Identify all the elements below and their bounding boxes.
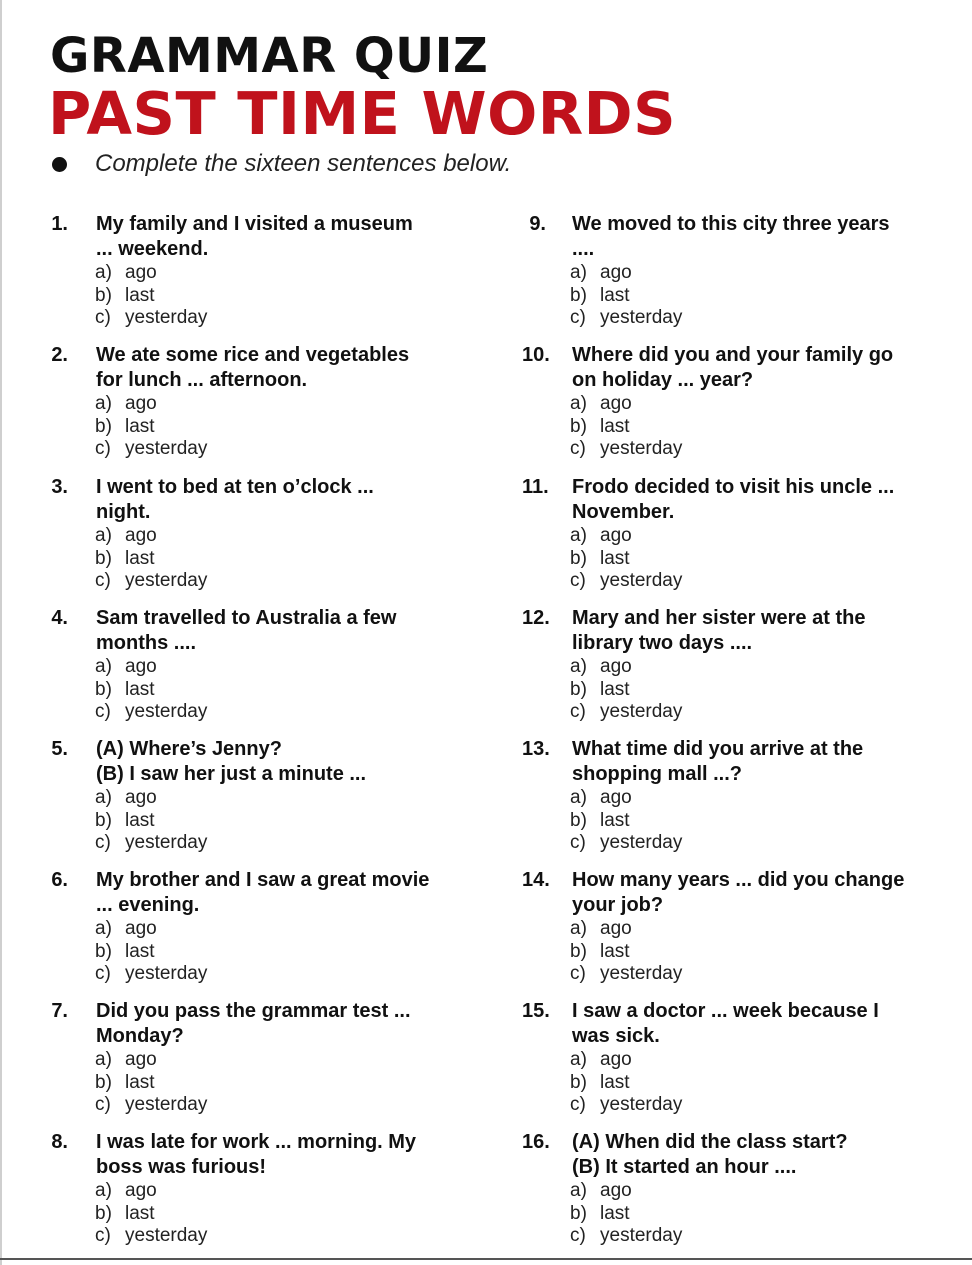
option-text: yesterday xyxy=(600,438,683,459)
answer-options xyxy=(95,525,207,593)
option-letter: a) xyxy=(570,393,587,414)
answer-option[interactable] xyxy=(570,1094,682,1117)
answer-option[interactable] xyxy=(570,656,682,679)
option-text: ago xyxy=(125,787,157,808)
option-text: last xyxy=(125,809,155,831)
option-text: yesterday xyxy=(125,307,208,328)
question-number: 4. xyxy=(51,607,68,629)
question-text: What time did you arrive at the shopping mall ...? xyxy=(572,738,864,785)
option-letter: b) xyxy=(95,1071,112,1093)
option-text: ago xyxy=(600,393,632,414)
answer-options xyxy=(95,918,207,986)
option-letter: c) xyxy=(95,570,111,591)
option-text: ago xyxy=(600,1049,632,1070)
answer-option[interactable] xyxy=(95,262,207,285)
answer-options xyxy=(95,787,207,855)
option-text: ago xyxy=(125,262,157,283)
option-letter: a) xyxy=(95,262,112,283)
option-text: ago xyxy=(125,918,157,939)
option-letter: a) xyxy=(570,1049,587,1070)
option-letter: a) xyxy=(95,918,112,939)
answer-option[interactable] xyxy=(95,832,207,855)
question-text: Did you pass the grammar test ... Monday? xyxy=(96,1000,411,1047)
option-letter: c) xyxy=(95,438,111,459)
answer-option[interactable] xyxy=(95,963,207,986)
answer-option[interactable] xyxy=(570,1225,682,1248)
option-text: last xyxy=(125,547,155,569)
option-letter: c) xyxy=(570,438,586,459)
question-number: 9. xyxy=(529,213,546,235)
option-letter: c) xyxy=(570,1094,586,1115)
answer-option[interactable] xyxy=(570,416,682,439)
question-text: I was late for work ... morning. My boss was furious! xyxy=(96,1131,417,1178)
option-text: last xyxy=(125,284,155,306)
option-text: yesterday xyxy=(600,701,683,722)
answer-option[interactable] xyxy=(95,918,207,941)
option-letter: c) xyxy=(570,701,586,722)
question-number: 15. xyxy=(522,1000,550,1022)
answer-options xyxy=(570,918,682,986)
option-letter: a) xyxy=(95,1180,112,1201)
option-letter: b) xyxy=(95,940,112,962)
quiz-subtitle: PAST TIME WORDS xyxy=(48,79,677,148)
question-number: 14. xyxy=(522,869,550,891)
answer-option[interactable] xyxy=(95,1094,207,1117)
option-text: ago xyxy=(125,656,157,677)
question-number: 8. xyxy=(51,1131,68,1153)
option-text: yesterday xyxy=(600,963,683,984)
option-letter: b) xyxy=(95,1202,112,1224)
question-text: (A) Where’s Jenny? (B) I saw her just a minute ... xyxy=(96,738,367,785)
option-text: last xyxy=(600,415,630,437)
option-text: last xyxy=(600,678,630,700)
left-page-edge xyxy=(0,0,2,1265)
question-text: My family and I visited a museum ... weekend. xyxy=(96,213,413,260)
option-letter: a) xyxy=(570,262,587,283)
option-letter: a) xyxy=(95,1049,112,1070)
answer-option[interactable] xyxy=(570,525,682,548)
answer-option[interactable] xyxy=(95,393,207,416)
option-letter: c) xyxy=(570,570,586,591)
option-text: yesterday xyxy=(125,963,208,984)
option-letter: b) xyxy=(570,284,587,306)
answer-options xyxy=(570,787,682,855)
option-text: last xyxy=(125,1202,155,1224)
answer-option[interactable] xyxy=(570,262,682,285)
option-text: yesterday xyxy=(600,570,683,591)
option-text: last xyxy=(600,1202,630,1224)
option-text: ago xyxy=(600,787,632,808)
option-text: ago xyxy=(125,393,157,414)
answer-option[interactable] xyxy=(570,548,682,571)
answer-options xyxy=(570,525,682,593)
answer-option[interactable] xyxy=(570,832,682,855)
answer-option[interactable] xyxy=(95,1049,207,1072)
question-text: Frodo decided to visit his uncle ... November. xyxy=(572,476,895,523)
answer-option[interactable] xyxy=(95,787,207,810)
answer-option[interactable] xyxy=(570,941,682,964)
option-text: last xyxy=(125,415,155,437)
option-text: yesterday xyxy=(125,1225,208,1246)
option-text: last xyxy=(125,1071,155,1093)
option-letter: b) xyxy=(95,415,112,437)
answer-option[interactable] xyxy=(95,1203,207,1226)
answer-options xyxy=(570,656,682,724)
question-text: I saw a doctor ... week because I was sick. xyxy=(572,1000,879,1047)
option-text: ago xyxy=(600,1180,632,1201)
answer-option[interactable] xyxy=(95,548,207,571)
option-letter: b) xyxy=(570,547,587,569)
answer-option[interactable] xyxy=(570,393,682,416)
answer-option[interactable] xyxy=(95,525,207,548)
answer-options xyxy=(95,393,207,461)
option-text: last xyxy=(125,678,155,700)
answer-option[interactable] xyxy=(570,963,682,986)
option-text: yesterday xyxy=(125,1094,208,1115)
option-letter: a) xyxy=(95,525,112,546)
answer-option[interactable] xyxy=(570,570,682,593)
question-number: 13. xyxy=(522,738,550,760)
answer-option[interactable] xyxy=(570,787,682,810)
question-number: 11. xyxy=(522,476,549,498)
option-letter: b) xyxy=(95,678,112,700)
option-text: yesterday xyxy=(600,832,683,853)
answer-options xyxy=(570,1049,682,1117)
answer-options xyxy=(95,1049,207,1117)
option-text: yesterday xyxy=(125,438,208,459)
question-text: (A) When did the class start? (B) It started an hour .... xyxy=(572,1131,848,1178)
option-text: last xyxy=(125,940,155,962)
option-letter: c) xyxy=(570,963,586,984)
option-letter: b) xyxy=(570,678,587,700)
option-letter: a) xyxy=(95,787,112,808)
option-letter: a) xyxy=(95,656,112,677)
option-letter: b) xyxy=(570,940,587,962)
option-text: yesterday xyxy=(125,832,208,853)
option-text: ago xyxy=(125,525,157,546)
option-text: last xyxy=(600,809,630,831)
option-text: yesterday xyxy=(600,307,683,328)
option-letter: a) xyxy=(570,918,587,939)
option-letter: a) xyxy=(570,525,587,546)
question-text: We ate some rice and vegetables for lunch ... afternoon. xyxy=(96,344,410,391)
answer-option[interactable] xyxy=(95,438,207,461)
answer-option[interactable] xyxy=(95,679,207,702)
question-number: 1. xyxy=(51,213,68,235)
option-letter: c) xyxy=(95,307,111,328)
answer-option[interactable] xyxy=(95,285,207,308)
answer-option[interactable] xyxy=(95,701,207,724)
option-text: ago xyxy=(600,918,632,939)
option-text: ago xyxy=(125,1180,157,1201)
question-number: 10. xyxy=(522,344,550,366)
option-letter: c) xyxy=(95,701,111,722)
option-text: yesterday xyxy=(125,701,208,722)
option-text: yesterday xyxy=(600,1094,683,1115)
bottom-divider xyxy=(0,1258,972,1260)
option-letter: a) xyxy=(95,393,112,414)
answer-option[interactable] xyxy=(570,285,682,308)
option-letter: b) xyxy=(570,1202,587,1224)
question-text: I went to bed at ten o’clock ... night. xyxy=(96,476,374,523)
instruction-text: Complete the sixteen sentences below. xyxy=(95,150,512,177)
answer-option[interactable] xyxy=(570,1072,682,1095)
option-text: yesterday xyxy=(600,1225,683,1246)
answer-options xyxy=(95,262,207,330)
answer-options xyxy=(570,1180,682,1248)
option-text: last xyxy=(600,1071,630,1093)
option-text: yesterday xyxy=(125,570,208,591)
option-letter: c) xyxy=(95,1094,111,1115)
answer-option[interactable] xyxy=(570,679,682,702)
answer-option[interactable] xyxy=(95,1180,207,1203)
option-letter: b) xyxy=(95,809,112,831)
answer-options xyxy=(570,393,682,461)
answer-options xyxy=(570,262,682,330)
question-text: We moved to this city three years .... xyxy=(572,213,890,260)
answer-options xyxy=(95,656,207,724)
answer-option[interactable] xyxy=(570,701,682,724)
answer-option[interactable] xyxy=(570,307,682,330)
question-number: 12. xyxy=(522,607,550,629)
answer-option[interactable] xyxy=(570,918,682,941)
answer-option[interactable] xyxy=(570,1203,682,1226)
quiz-title: GRAMMAR QUIZ xyxy=(50,28,489,84)
question-text: Sam travelled to Australia a few months .... xyxy=(96,607,397,654)
option-letter: c) xyxy=(95,1225,111,1246)
option-letter: a) xyxy=(570,787,587,808)
question-text: Where did you and your family go on holiday ... year? xyxy=(572,344,894,391)
option-text: last xyxy=(600,284,630,306)
option-text: last xyxy=(600,940,630,962)
answer-option[interactable] xyxy=(570,438,682,461)
option-letter: a) xyxy=(570,656,587,677)
question-number: 7. xyxy=(51,1000,68,1022)
option-text: ago xyxy=(600,656,632,677)
question-number: 6. xyxy=(51,869,68,891)
answer-option[interactable] xyxy=(95,1072,207,1095)
option-text: last xyxy=(600,547,630,569)
option-letter: c) xyxy=(95,963,111,984)
question-text: Mary and her sister were at the library two days .... xyxy=(572,607,866,654)
answer-option[interactable] xyxy=(95,941,207,964)
option-text: ago xyxy=(600,262,632,283)
option-letter: c) xyxy=(570,307,586,328)
option-letter: b) xyxy=(570,809,587,831)
bullet-icon xyxy=(52,157,67,172)
option-letter: c) xyxy=(570,1225,586,1246)
option-text: ago xyxy=(600,525,632,546)
answer-option[interactable] xyxy=(570,1180,682,1203)
question-text: How many years ... did you change your job? xyxy=(572,869,905,916)
answer-option[interactable] xyxy=(95,810,207,833)
option-letter: c) xyxy=(95,832,111,853)
answer-option[interactable] xyxy=(95,1225,207,1248)
question-number: 3. xyxy=(51,476,68,498)
question-number: 16. xyxy=(522,1131,550,1153)
answer-option[interactable] xyxy=(95,307,207,330)
question-number: 5. xyxy=(51,738,68,760)
answer-option[interactable] xyxy=(570,1049,682,1072)
option-letter: b) xyxy=(570,415,587,437)
question-number: 2. xyxy=(51,344,68,366)
option-letter: c) xyxy=(570,832,586,853)
answer-option[interactable] xyxy=(95,416,207,439)
answer-option[interactable] xyxy=(95,570,207,593)
option-letter: b) xyxy=(570,1071,587,1093)
answer-option[interactable] xyxy=(570,810,682,833)
option-text: ago xyxy=(125,1049,157,1070)
option-letter: a) xyxy=(570,1180,587,1201)
answer-option[interactable] xyxy=(95,656,207,679)
option-letter: b) xyxy=(95,284,112,306)
answer-options xyxy=(95,1180,207,1248)
question-text: My brother and I saw a great movie ... evening. xyxy=(96,869,430,916)
option-letter: b) xyxy=(95,547,112,569)
